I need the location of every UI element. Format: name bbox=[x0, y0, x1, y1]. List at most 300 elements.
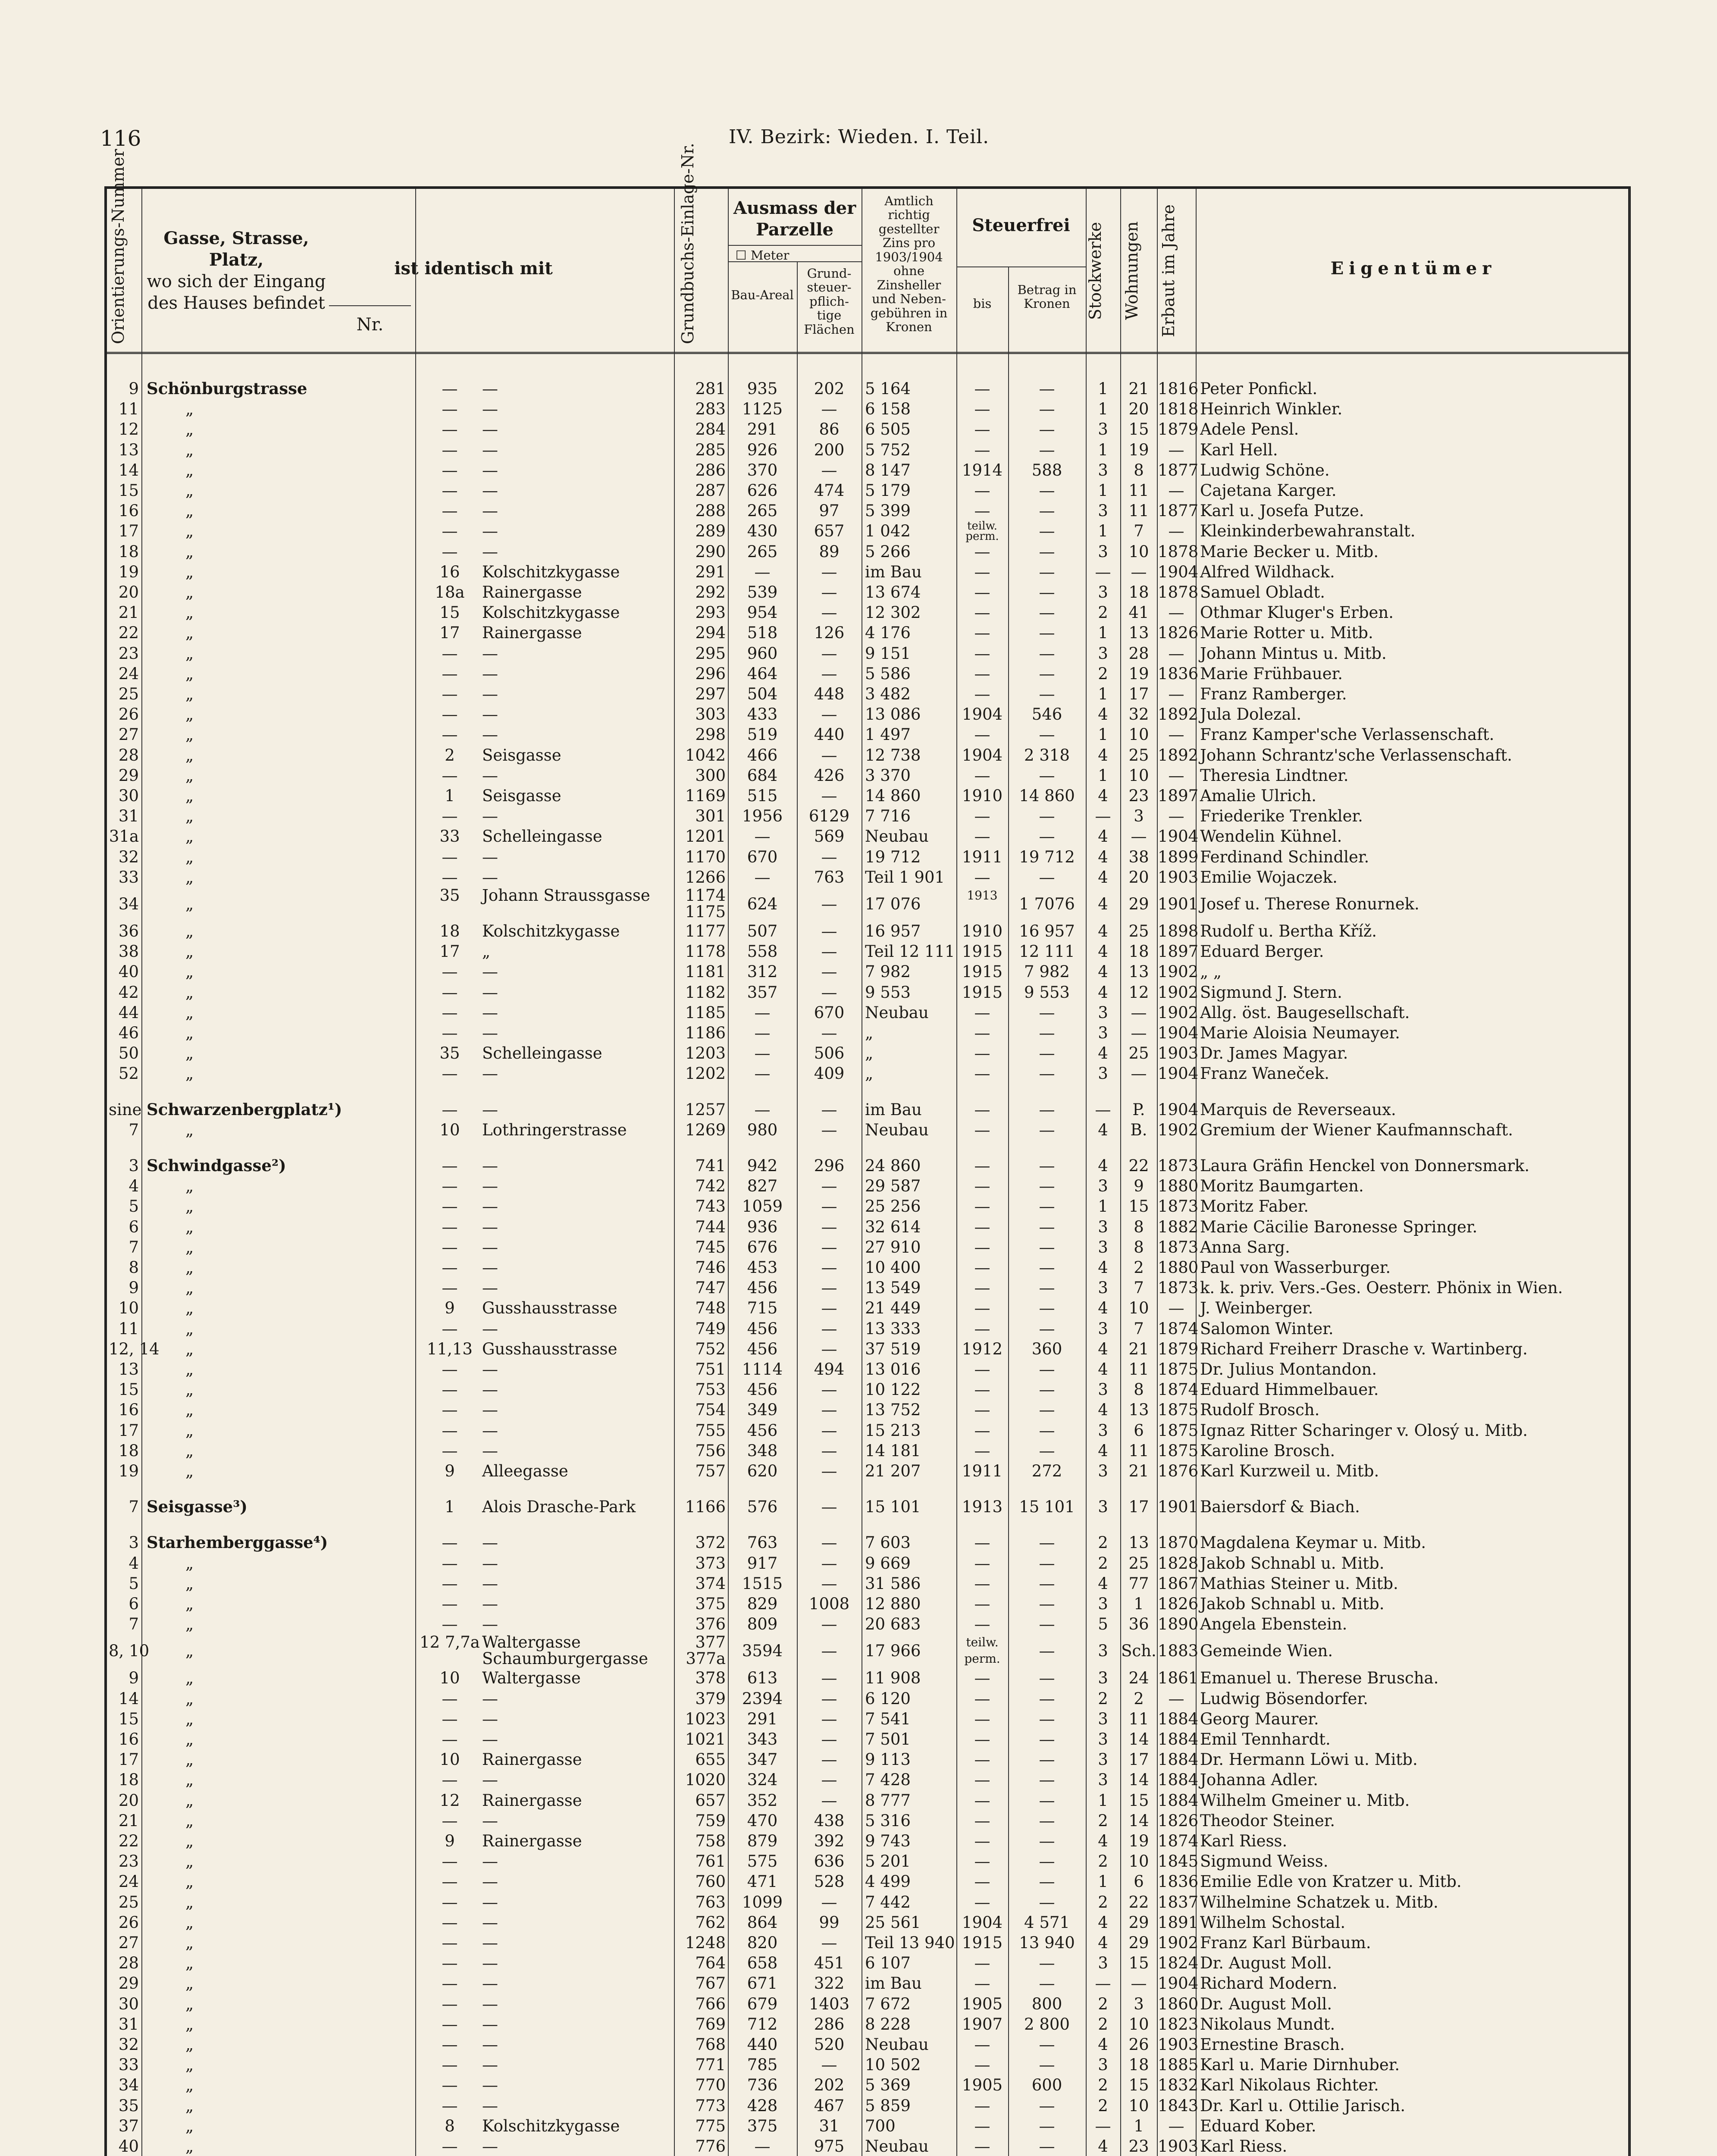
cell-orientierung: 33 bbox=[118, 868, 139, 887]
cell-zins: 9 553 bbox=[865, 983, 911, 1002]
cell-orientierung: 17 bbox=[118, 522, 139, 541]
cell-eigentuemer: Karl Nikolaus Richter. bbox=[1200, 2076, 1379, 2095]
cell-gasse: „ bbox=[185, 847, 194, 866]
table-row bbox=[107, 542, 1628, 562]
cell-orientierung: 18 bbox=[118, 1771, 139, 1789]
cell-grundsteuer: 392 bbox=[814, 1832, 845, 1850]
col-betrag: Betrag in Kronen bbox=[1017, 282, 1077, 311]
cell-bis: teilw. perm. bbox=[965, 520, 999, 543]
cell-gasse: „ bbox=[185, 787, 194, 805]
cell-zins: 4 176 bbox=[865, 624, 911, 642]
cell-wohnungen: 14 bbox=[1128, 1730, 1149, 1749]
cell-bis: — bbox=[974, 1100, 990, 1119]
cell-nr: — bbox=[442, 1177, 458, 1196]
cell-gasse: „ bbox=[185, 1044, 194, 1063]
cell-nr: — bbox=[442, 1595, 458, 1613]
cell-eigentuemer: Wilhelm Schostal. bbox=[1200, 1913, 1346, 1932]
cell-zins: 5 752 bbox=[865, 440, 911, 459]
cell-nr: — bbox=[442, 983, 458, 1002]
cell-orientierung: 32 bbox=[118, 2035, 139, 2054]
cell-grundbuch: 744 bbox=[695, 1217, 726, 1236]
cell-bis: — bbox=[974, 1615, 990, 1634]
cell-grundbuch: 287 bbox=[695, 481, 726, 500]
cell-wohnungen: 36 bbox=[1128, 1615, 1149, 1634]
cell-grundbuch: 1269 bbox=[685, 1120, 726, 1139]
cell-erbaut: — bbox=[1168, 1689, 1184, 1708]
cell-stockwerke: 4 bbox=[1098, 847, 1108, 866]
col-bis: bis bbox=[973, 296, 992, 311]
cell-stockwerke: 4 bbox=[1098, 1258, 1108, 1277]
cell-erbaut: — bbox=[1168, 685, 1184, 703]
col-nr: Nr. bbox=[356, 315, 384, 335]
cell-identisch: Schelleingasse bbox=[482, 1044, 602, 1063]
cell-eigentuemer: Ignaz Ritter Scharinger v. Olosý u. Mitb. bbox=[1200, 1421, 1528, 1440]
cell-bis: teilw. perm. bbox=[964, 1635, 1000, 1666]
cell-bau-areal: 470 bbox=[747, 1811, 778, 1830]
cell-nr: 8 bbox=[445, 2116, 455, 2135]
table-row bbox=[107, 1709, 1628, 1729]
cell-grundbuch: 745 bbox=[695, 1238, 726, 1257]
cell-bis: — bbox=[974, 542, 990, 561]
cell-grundbuch: 754 bbox=[695, 1401, 726, 1420]
cell-erbaut: 1892 bbox=[1158, 746, 1199, 765]
cell-orientierung: 30 bbox=[118, 1994, 139, 2013]
cell-zins: 9 669 bbox=[865, 1554, 911, 1573]
cell-wohnungen: 15 bbox=[1128, 1791, 1149, 1810]
cell-grundsteuer: 975 bbox=[814, 2137, 845, 2156]
cell-grundsteuer: — bbox=[821, 942, 837, 961]
cell-grundbuch: 294 bbox=[695, 624, 726, 642]
cell-betrag: — bbox=[1039, 2116, 1055, 2135]
cell-gasse: „ bbox=[185, 1954, 194, 1973]
cell-orientierung: 29 bbox=[118, 1974, 139, 1993]
cell-orientierung: 3 bbox=[128, 1156, 139, 1175]
cell-stockwerke: 3 bbox=[1098, 1380, 1108, 1399]
cell-orientierung: 31 bbox=[118, 2015, 139, 2034]
cell-gasse: Seisgasse³) bbox=[147, 1497, 248, 1517]
cell-zins: 13 086 bbox=[865, 705, 921, 724]
cell-eigentuemer: Karl u. Josefa Putze. bbox=[1200, 501, 1364, 520]
cell-grundbuch: 1185 bbox=[685, 1003, 726, 1022]
cell-grundbuch: 289 bbox=[695, 522, 726, 541]
cell-nr: — bbox=[442, 962, 458, 981]
cell-erbaut: 1892 bbox=[1158, 705, 1199, 724]
cell-eigentuemer: Eduard Berger. bbox=[1200, 942, 1324, 961]
cell-grundsteuer: 89 bbox=[819, 542, 840, 561]
cell-zins: 13 333 bbox=[865, 1319, 921, 1338]
cell-zins: 32 614 bbox=[865, 1217, 921, 1236]
cell-betrag: — bbox=[1039, 501, 1055, 520]
cell-bis: — bbox=[974, 1771, 990, 1789]
cell-nr: — bbox=[442, 2137, 458, 2156]
cell-nr: 9 bbox=[445, 1299, 455, 1318]
cell-gasse: „ bbox=[185, 2116, 194, 2135]
cell-erbaut: 1897 bbox=[1158, 942, 1199, 961]
cell-bis: — bbox=[974, 1709, 990, 1728]
cell-betrag: — bbox=[1039, 1554, 1055, 1573]
cell-zins: 25 256 bbox=[865, 1197, 921, 1216]
table-row bbox=[107, 1257, 1628, 1278]
cell-zins: 7 541 bbox=[865, 1709, 911, 1728]
cell-bis: — bbox=[974, 1421, 990, 1440]
cell-orientierung: 7 bbox=[128, 1120, 139, 1139]
cell-nr: — bbox=[442, 868, 458, 887]
cell-grundbuch: 295 bbox=[695, 644, 726, 663]
cell-orientierung: 50 bbox=[118, 1044, 139, 1063]
cell-betrag: 800 bbox=[1031, 1994, 1062, 2013]
cell-erbaut: 1904 bbox=[1158, 1064, 1199, 1083]
cell-grundsteuer: — bbox=[821, 983, 837, 1002]
cell-grundbuch: 1181 bbox=[685, 962, 726, 981]
cell-betrag: 360 bbox=[1031, 1339, 1062, 1358]
cell-wohnungen: 24 bbox=[1128, 1669, 1149, 1688]
col-orientierung: Orientierungs-Nummer bbox=[109, 149, 128, 344]
cell-bau-areal: 343 bbox=[747, 1730, 778, 1749]
cell-betrag: 2 318 bbox=[1024, 746, 1070, 765]
cell-identisch: — bbox=[482, 962, 498, 981]
cell-grundsteuer: 202 bbox=[814, 2076, 845, 2095]
cell-eigentuemer: Karl Kurzweil u. Mitb. bbox=[1200, 1462, 1379, 1480]
cell-zins: 10 400 bbox=[865, 1258, 921, 1277]
cell-identisch: — bbox=[482, 685, 498, 703]
cell-gasse: „ bbox=[185, 1279, 194, 1297]
cell-bis: — bbox=[974, 1279, 990, 1297]
cell-wohnungen: 41 bbox=[1128, 603, 1149, 622]
cell-betrag: — bbox=[1039, 1258, 1055, 1277]
table-row bbox=[107, 664, 1628, 684]
table-row bbox=[107, 941, 1628, 962]
table-row bbox=[107, 1749, 1628, 1770]
cell-stockwerke: 3 bbox=[1098, 1217, 1108, 1236]
cell-identisch: — bbox=[482, 2076, 498, 2095]
cell-bau-areal: 671 bbox=[747, 1974, 778, 1993]
cell-erbaut: 1884 bbox=[1158, 1750, 1199, 1769]
cell-grundsteuer: 569 bbox=[814, 827, 845, 846]
cell-betrag: — bbox=[1039, 1811, 1055, 1830]
cell-zins: 6 158 bbox=[865, 400, 911, 419]
cell-gasse: „ bbox=[185, 583, 194, 602]
cell-betrag: — bbox=[1039, 1217, 1055, 1236]
cell-orientierung: 38 bbox=[118, 942, 139, 961]
cell-eigentuemer: Marquis de Reverseaux. bbox=[1200, 1100, 1396, 1119]
cell-erbaut: 1843 bbox=[1158, 2096, 1199, 2115]
cell-orientierung: 16 bbox=[118, 1401, 139, 1420]
cell-grundsteuer: — bbox=[821, 1238, 837, 1257]
cell-eigentuemer: Johann Mintus u. Mitb. bbox=[1200, 644, 1387, 663]
cell-nr: — bbox=[442, 1401, 458, 1420]
cell-bis: — bbox=[974, 868, 990, 887]
cell-orientierung: 34 bbox=[118, 2076, 139, 2095]
cell-erbaut: — bbox=[1168, 1299, 1184, 1318]
cell-eigentuemer: Heinrich Winkler. bbox=[1200, 400, 1343, 419]
cell-erbaut: — bbox=[1168, 725, 1184, 744]
cell-zins: 700 bbox=[865, 2116, 896, 2135]
cell-wohnungen: 21 bbox=[1128, 379, 1149, 398]
cell-grundbuch: 296 bbox=[695, 664, 726, 683]
cell-betrag: — bbox=[1039, 1360, 1055, 1379]
cell-identisch: — bbox=[482, 1709, 498, 1728]
cell-zins: 5 164 bbox=[865, 379, 911, 398]
cell-stockwerke: 4 bbox=[1098, 1832, 1108, 1850]
cell-orientierung: 28 bbox=[118, 746, 139, 765]
cell-wohnungen: 22 bbox=[1128, 1893, 1149, 1912]
cell-gasse: „ bbox=[185, 1258, 194, 1277]
cell-grundbuch: 1020 bbox=[685, 1771, 726, 1789]
cell-stockwerke: 4 bbox=[1098, 1441, 1108, 1460]
cell-grundsteuer: — bbox=[821, 1750, 837, 1769]
cell-identisch: — bbox=[482, 1197, 498, 1216]
cell-orientierung: 24 bbox=[118, 1872, 139, 1891]
table-row bbox=[107, 1912, 1628, 1933]
table-row bbox=[107, 501, 1628, 521]
cell-grundbuch: 284 bbox=[695, 420, 726, 439]
cell-betrag: — bbox=[1039, 1238, 1055, 1257]
cell-stockwerke: 1 bbox=[1098, 522, 1108, 541]
cell-eigentuemer: Theresia Lindtner. bbox=[1200, 766, 1349, 785]
table-row bbox=[107, 1532, 1628, 1553]
cell-zins: 20 683 bbox=[865, 1615, 921, 1634]
cell-erbaut: 1879 bbox=[1158, 1339, 1199, 1358]
cell-betrag: — bbox=[1039, 583, 1055, 602]
cell-bau-areal: 715 bbox=[747, 1299, 778, 1318]
cell-bis: — bbox=[974, 1441, 990, 1460]
cell-grundbuch: 286 bbox=[695, 461, 726, 479]
cell-erbaut: 1878 bbox=[1158, 583, 1199, 602]
cell-orientierung: 9 bbox=[128, 379, 139, 398]
cell-identisch: — bbox=[482, 1003, 498, 1022]
cell-zins: 15 213 bbox=[865, 1421, 921, 1440]
cell-wohnungen: 15 bbox=[1128, 420, 1149, 439]
table-row bbox=[107, 745, 1628, 765]
cell-betrag: 13 940 bbox=[1019, 1934, 1075, 1952]
cell-betrag: — bbox=[1039, 1791, 1055, 1810]
cell-nr: — bbox=[442, 685, 458, 703]
cell-zins: 10 502 bbox=[865, 2056, 921, 2075]
cell-wohnungen: — bbox=[1131, 1003, 1147, 1022]
cell-bis: — bbox=[974, 766, 990, 785]
cell-identisch: — bbox=[482, 1913, 498, 1932]
cell-identisch: — bbox=[482, 1401, 498, 1420]
cell-grundsteuer: — bbox=[821, 1669, 837, 1688]
cell-wohnungen: 3 bbox=[1134, 1994, 1144, 2013]
cell-betrag: — bbox=[1039, 664, 1055, 683]
cell-wohnungen: 21 bbox=[1128, 1462, 1149, 1480]
cell-gasse: „ bbox=[185, 983, 194, 1002]
table-row bbox=[107, 1063, 1628, 1084]
cell-grundbuch: 373 bbox=[695, 1554, 726, 1573]
cell-orientierung: 3 bbox=[128, 1533, 139, 1552]
cell-zins: Teil 1 901 bbox=[865, 868, 945, 887]
cell-erbaut: 1873 bbox=[1158, 1238, 1199, 1257]
cell-betrag: 9 553 bbox=[1024, 983, 1070, 1002]
cell-zins: 14 181 bbox=[865, 1441, 921, 1460]
cell-betrag: — bbox=[1039, 807, 1055, 826]
cell-zins: 5 586 bbox=[865, 664, 911, 683]
cell-erbaut: 1861 bbox=[1158, 1669, 1199, 1688]
table-row bbox=[107, 643, 1628, 664]
col-grundbuch: Grundbuchs-Einlage-Nr. bbox=[678, 143, 697, 344]
cell-bau-areal: — bbox=[754, 1044, 771, 1063]
cell-eigentuemer: Johann Schrantz'sche Verlassenschaft. bbox=[1200, 746, 1513, 765]
cell-eigentuemer: Gemeinde Wien. bbox=[1200, 1642, 1333, 1661]
cell-gasse: „ bbox=[185, 1339, 194, 1358]
cell-identisch: — bbox=[482, 1689, 498, 1708]
cell-gasse: „ bbox=[185, 1024, 194, 1042]
cell-betrag: 7 982 bbox=[1024, 962, 1070, 981]
cell-gasse: „ bbox=[185, 562, 194, 581]
cell-grundbuch: 764 bbox=[695, 1954, 726, 1973]
cell-orientierung: 22 bbox=[118, 624, 139, 642]
cell-zins: 8 147 bbox=[865, 461, 911, 479]
cell-erbaut: 1880 bbox=[1158, 1177, 1199, 1196]
col-identisch: ist identisch mit bbox=[394, 258, 553, 279]
cell-erbaut: — bbox=[1168, 481, 1184, 500]
cell-bis: — bbox=[974, 827, 990, 846]
cell-wohnungen: 7 bbox=[1134, 1319, 1144, 1338]
cell-eigentuemer: Wilhelmine Schatzek u. Mitb. bbox=[1200, 1893, 1438, 1912]
cell-bau-areal: 3594 bbox=[742, 1642, 783, 1661]
cell-grundbuch: 1177 bbox=[685, 922, 726, 940]
cell-zins: 8 777 bbox=[865, 1791, 911, 1810]
col-stockwerke: Stockwerke bbox=[1086, 222, 1105, 320]
cell-bis: — bbox=[974, 644, 990, 663]
cell-bau-areal: — bbox=[754, 562, 771, 581]
cell-nr: — bbox=[442, 1771, 458, 1789]
cell-nr: — bbox=[442, 1319, 458, 1338]
cell-eigentuemer: Nikolaus Mundt. bbox=[1200, 2015, 1335, 2034]
table-row bbox=[107, 1043, 1628, 1063]
cell-wohnungen: — bbox=[1131, 562, 1147, 581]
cell-grundbuch: 749 bbox=[695, 1319, 726, 1338]
table-row bbox=[107, 1614, 1628, 1634]
cell-bau-areal: 349 bbox=[747, 1401, 778, 1420]
cell-identisch: Alleegasse bbox=[482, 1462, 568, 1480]
cell-bis: — bbox=[974, 1954, 990, 1973]
cell-erbaut: 1879 bbox=[1158, 420, 1199, 439]
table-row bbox=[107, 2075, 1628, 2095]
cell-zins: 3 482 bbox=[865, 685, 911, 703]
cell-identisch: — bbox=[482, 1279, 498, 1297]
col-ausmass: Ausmass der Parzelle bbox=[733, 198, 856, 240]
cell-grundbuch: 297 bbox=[695, 685, 726, 703]
cell-bau-areal: 456 bbox=[747, 1421, 778, 1440]
cell-zins: 14 860 bbox=[865, 787, 921, 805]
cell-grundsteuer: — bbox=[821, 1120, 837, 1139]
cell-bau-areal: 519 bbox=[747, 725, 778, 744]
cell-grundsteuer: — bbox=[821, 1217, 837, 1236]
cell-gasse: „ bbox=[185, 1401, 194, 1420]
cell-eigentuemer: Anna Sarg. bbox=[1200, 1238, 1290, 1257]
cell-eigentuemer: k. k. priv. Vers.-Ges. Oesterr. Phönix in Wien. bbox=[1200, 1279, 1563, 1297]
cell-eigentuemer: Rudolf Brosch. bbox=[1200, 1401, 1320, 1420]
cell-orientierung: 7 bbox=[128, 1498, 139, 1517]
cell-gasse: „ bbox=[185, 1791, 194, 1810]
cell-grundsteuer: 657 bbox=[814, 522, 845, 541]
cell-grundsteuer: — bbox=[821, 664, 837, 683]
table-row bbox=[107, 1120, 1628, 1140]
table-row bbox=[107, 480, 1628, 501]
cell-erbaut: 1873 bbox=[1158, 1197, 1199, 1216]
cell-erbaut: — bbox=[1168, 644, 1184, 663]
cell-eigentuemer: Peter Ponfickl. bbox=[1200, 379, 1318, 398]
cell-identisch: — bbox=[482, 1064, 498, 1083]
cell-bau-areal: 785 bbox=[747, 2056, 778, 2075]
cell-wohnungen: 6 bbox=[1134, 1421, 1144, 1440]
cell-bau-areal: 624 bbox=[747, 895, 778, 913]
cell-gasse: „ bbox=[185, 1421, 194, 1440]
cell-erbaut: 1875 bbox=[1158, 1401, 1199, 1420]
cell-bau-areal: 576 bbox=[747, 1498, 778, 1517]
cell-identisch: — bbox=[482, 1771, 498, 1789]
table-row bbox=[107, 419, 1628, 439]
cell-orientierung: 33 bbox=[118, 2056, 139, 2075]
cell-wohnungen: 1 bbox=[1134, 1595, 1144, 1613]
cell-identisch: — bbox=[482, 705, 498, 724]
cell-grundsteuer: — bbox=[821, 1771, 837, 1789]
cell-stockwerke: 2 bbox=[1098, 1689, 1108, 1708]
cell-bau-areal: 515 bbox=[747, 787, 778, 805]
cell-zins: 5 266 bbox=[865, 542, 911, 561]
cell-betrag: — bbox=[1039, 1197, 1055, 1216]
cell-gasse: „ bbox=[185, 481, 194, 500]
cell-identisch: — bbox=[482, 1441, 498, 1460]
table-row bbox=[107, 1339, 1628, 1359]
cell-wohnungen: 19 bbox=[1128, 1832, 1149, 1850]
cell-bau-areal: 348 bbox=[747, 1441, 778, 1460]
cell-nr: — bbox=[442, 1003, 458, 1022]
cell-orientierung: 44 bbox=[118, 1003, 139, 1022]
cell-nr: — bbox=[442, 1258, 458, 1277]
cell-grundsteuer: — bbox=[821, 1339, 837, 1358]
cell-wohnungen: 2 bbox=[1134, 1258, 1144, 1277]
cell-grundbuch: 291 bbox=[695, 562, 726, 581]
cell-erbaut: 1875 bbox=[1158, 1360, 1199, 1379]
cell-orientierung: 21 bbox=[118, 1811, 139, 1830]
cell-nr: — bbox=[442, 1934, 458, 1952]
cell-betrag: — bbox=[1039, 1730, 1055, 1749]
table-row bbox=[107, 1831, 1628, 1851]
table-row bbox=[107, 1994, 1628, 2014]
cell-eigentuemer: Ernestine Brasch. bbox=[1200, 2035, 1345, 2054]
cell-grundbuch: 1169 bbox=[685, 787, 726, 805]
cell-eigentuemer: J. Weinberger. bbox=[1200, 1299, 1313, 1318]
cell-stockwerke: 4 bbox=[1098, 1574, 1108, 1593]
cell-identisch: — bbox=[482, 1852, 498, 1871]
cell-eigentuemer: Othmar Kluger's Erben. bbox=[1200, 603, 1394, 622]
cell-eigentuemer: Franz Karl Bürbaum. bbox=[1200, 1934, 1371, 1952]
cell-nr: 35 bbox=[439, 1044, 460, 1063]
cell-grundsteuer: — bbox=[821, 1934, 837, 1952]
cell-identisch: Kolschitzkygasse bbox=[482, 603, 620, 622]
cell-bau-areal: 453 bbox=[747, 1258, 778, 1277]
cell-identisch: — bbox=[482, 400, 498, 419]
cell-bau-areal: 575 bbox=[747, 1852, 778, 1871]
cell-grundbuch: 1201 bbox=[685, 827, 726, 846]
cell-bau-areal: 679 bbox=[747, 1994, 778, 2013]
cell-nr: — bbox=[442, 1615, 458, 1634]
cell-eigentuemer: Samuel Obladt. bbox=[1200, 583, 1325, 602]
cell-stockwerke: 3 bbox=[1098, 1642, 1108, 1661]
cell-wohnungen: 14 bbox=[1128, 1811, 1149, 1830]
cell-betrag: — bbox=[1039, 1177, 1055, 1196]
cell-zins: „ bbox=[865, 1064, 874, 1083]
cell-zins: 16 957 bbox=[865, 922, 921, 940]
cell-grundbuch: 288 bbox=[695, 501, 726, 520]
cell-eigentuemer: Baiersdorf & Biach. bbox=[1200, 1498, 1360, 1517]
cell-stockwerke: 4 bbox=[1098, 705, 1108, 724]
cell-erbaut: 1818 bbox=[1158, 400, 1199, 419]
cell-gasse: „ bbox=[185, 1872, 194, 1891]
